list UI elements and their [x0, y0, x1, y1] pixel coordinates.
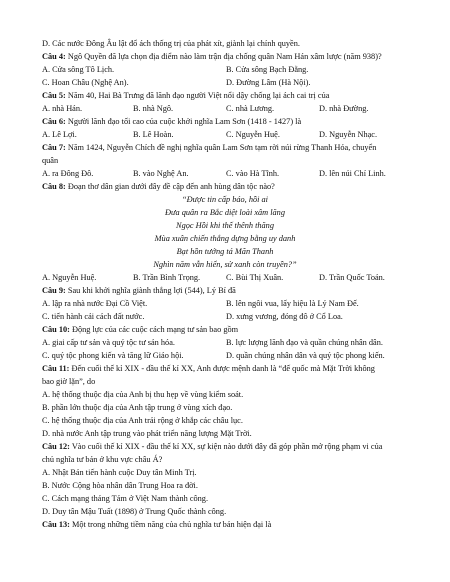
option-b: B. Nước Cộng hòa nhân dân Trung Hoa ra đời. — [42, 481, 198, 490]
option-line — [42, 389, 243, 400]
option-d: D. lên núi Chí Linh. — [319, 169, 386, 178]
question-10 — [42, 324, 238, 335]
question-text: Đoạn thơ dân gian dưới đây đề cập đến anh hùng dân tộc nào? — [65, 182, 275, 191]
option-b: B. Lê Hoàn. — [133, 130, 174, 139]
question-text: bao giờ lặn”, do — [42, 377, 96, 386]
question-text: chủ nghĩa tư bản ở khu vực châu Á? — [42, 455, 163, 464]
question-text: Vào cuối thế kỉ XIX - đầu thế kỉ XX, sự kiện nào dưới đây đã góp phần mở rộng phạm vi của — [69, 442, 383, 451]
question-continuation — [42, 454, 162, 465]
question-text: Động lực của các cuộc cách mạng tư sản bao gồm — [69, 325, 239, 334]
option-a: A. hệ thống thuộc địa của Anh bị thu hẹp về vùng kiểm soát. — [42, 390, 244, 399]
poem-line: “Được tin cấp báo, hồi ai — [182, 195, 268, 204]
option-c: C. nhà Lương. — [226, 104, 275, 113]
poem-line: Ngọc Hồi khi thế thênh thăng — [176, 221, 274, 230]
option-d: D. nhà Đường. — [319, 104, 369, 113]
poem-line: Đưa quân ra Bắc diệt loài xâm lăng — [165, 208, 285, 217]
option-c: C. Cách mạng tháng Tám ở Việt Nam thành công. — [42, 494, 209, 503]
question-text: quân — [42, 156, 59, 165]
option-b: B. phần lớn thuộc địa của Anh tập trung ở vùng xích đạo. — [42, 403, 233, 412]
option-c: C. Hoan Châu (Nghệ An). — [42, 78, 129, 87]
option-b: B. vào Nghệ An. — [133, 169, 189, 178]
question-label: Câu 5: — [42, 91, 66, 100]
question-4 — [42, 51, 382, 62]
option-b: B. Cửa sông Bạch Đằng. — [226, 65, 309, 74]
question-label: Câu 10: — [42, 325, 70, 334]
option-a: A. Nguyễn Huệ. — [42, 273, 97, 282]
option-d: D. Đường Lâm (Hà Nội). — [226, 78, 311, 87]
question-continuation — [42, 376, 95, 387]
option-d: D. nhà nước Anh tập trung vào phát triển năng lượng Mặt Trời. — [42, 429, 252, 438]
option-b: B. lực lượng lãnh đạo và quần chúng nhân dân. — [226, 338, 383, 347]
option-line — [42, 428, 252, 439]
option-c: C. vào Hà Tĩnh. — [226, 169, 280, 178]
option-a: A. nhà Hán. — [42, 104, 83, 113]
poem-line: Nghìn năm vẫn hiển, sử xanh còn truyền?” — [153, 260, 297, 269]
question-label: Câu 8: — [42, 182, 66, 191]
question-5 — [42, 90, 329, 101]
question-continuation — [42, 155, 58, 166]
question-text: Năm 1424, Nguyễn Chích đề nghị nghĩa quân Lam Sơn tạm rời núi rừng Thanh Hóa, chuyển — [65, 143, 377, 152]
option-c: C. Nguyễn Huệ. — [226, 130, 280, 139]
question-label: Câu 7: — [42, 143, 66, 152]
question-text: Sau khi khởi nghĩa giành thắng lợi (544), Lý Bí đã — [65, 286, 236, 295]
question-12 — [42, 441, 382, 452]
option-a: A. lập ra nhà nước Đại Cồ Việt. — [42, 299, 148, 308]
option-d: D. Duy tân Mậu Tuất (1898) ở Trung Quốc thành công. — [42, 507, 227, 516]
option-a: A. Lê Lợi. — [42, 130, 77, 139]
option-line — [42, 493, 208, 504]
option-b: B. Trần Bình Trọng. — [133, 273, 201, 282]
option-c: C. hệ thống thuộc địa của Anh trải rộng ở khắp các châu lục. — [42, 416, 243, 425]
option-a: A. Nhật Bản tiến hành cuộc Duy tân Minh Trị. — [42, 468, 197, 477]
question-8 — [42, 181, 275, 192]
question-label: Câu 12: — [42, 442, 70, 451]
question-7 — [42, 142, 376, 153]
option-c: C. quý tộc phong kiến và tăng lữ Giáo hội. — [42, 351, 184, 360]
question-6 — [42, 116, 301, 127]
option-d: D. quần chúng nhân dân và quý tộc phong kiến. — [226, 351, 385, 360]
option-d: D. Trần Quốc Toản. — [319, 273, 385, 282]
question-11 — [42, 363, 375, 374]
question-13 — [42, 519, 271, 530]
option-line — [42, 480, 198, 491]
option-d: D. xưng vương, đóng đô ở Cổ Loa. — [226, 312, 343, 321]
question-text: Ngô Quyền đã lựa chọn địa điểm nào làm trận địa chống quân Nam Hán xâm lược (năm 938)? — [65, 52, 382, 61]
option-b: B. lên ngôi vua, lấy hiệu là Lý Nam Đế. — [226, 299, 359, 308]
question-text: Một trong những tiềm năng của chủ nghĩa tư bản hiện đại là — [69, 520, 272, 529]
question-text: Người lãnh đạo tối cao của cuộc khởi nghĩa Lam Sơn (1418 - 1427) là — [65, 117, 302, 126]
option-a: A. giai cấp tư sản và quý tộc tư sản hóa. — [42, 338, 175, 347]
question-label: Câu 4: — [42, 52, 66, 61]
question-label: Câu 6: — [42, 117, 66, 126]
poem-line: Mùa xuân chiến thắng dựng bằng uy danh — [154, 234, 296, 243]
question-label: Câu 11: — [42, 364, 70, 373]
question-text: Năm 40, Hai Bà Trưng đã lãnh đạo người Việt nổi dậy chống lại ách cai trị của — [65, 91, 330, 100]
option-c: C. Bùi Thị Xuân. — [226, 273, 284, 282]
poem-line: Bạt hồn tướng tá Mãn Thanh — [176, 247, 274, 256]
option-line — [42, 38, 300, 49]
option-text: D. Các nước Đông Âu lật đổ ách thống trị của phát xít, giành lại chính quyền. — [42, 39, 300, 48]
option-line — [42, 402, 232, 413]
question-9 — [42, 285, 236, 296]
option-line — [42, 506, 226, 517]
option-d: D. Nguyễn Nhạc. — [319, 130, 378, 139]
option-line — [42, 415, 243, 426]
option-a: A. Cửa sông Tô Lịch. — [42, 65, 115, 74]
question-text: Đến cuối thế kỉ XIX - đầu thế kỉ XX, Anh được mệnh danh là “đế quốc mà Mặt Trời không — [69, 364, 375, 373]
option-line — [42, 467, 197, 478]
option-c: C. tiến hành cải cách đất nước. — [42, 312, 145, 321]
option-b: B. nhà Ngô. — [133, 104, 174, 113]
question-label: Câu 9: — [42, 286, 66, 295]
question-label: Câu 13: — [42, 520, 70, 529]
option-a: A. ra Đông Đô. — [42, 169, 94, 178]
